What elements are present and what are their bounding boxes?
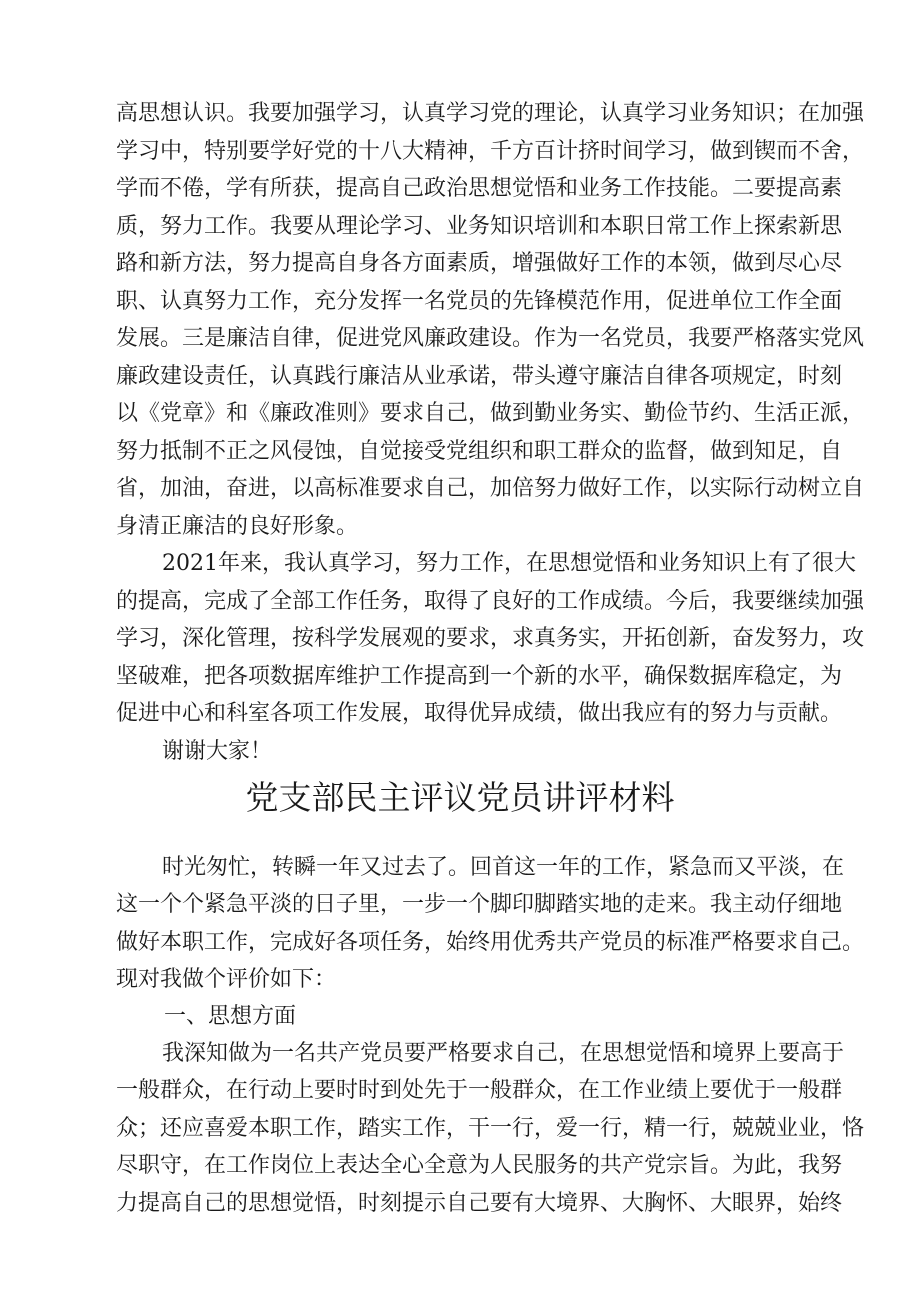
paragraph-line: 以《党章》和《廉政准则》要求自己，做到勤业务实、勤俭节约、生活正派， bbox=[116, 401, 865, 426]
paragraph-line: 努力抵制不正之风侵蚀，自觉接受党组织和职工群众的监督，做到知足，自 bbox=[116, 439, 843, 464]
paragraph-line: 发展。三是廉洁自律，促进党风廉政建设。作为一名党员，我要严格落实党风 bbox=[116, 326, 865, 351]
paragraph-line: 现对我做个评价如下： bbox=[116, 967, 337, 992]
paragraph-line: 廉政建设责任，认真践行廉洁从业承诺，带头遵守廉洁自律各项规定，时刻 bbox=[116, 364, 843, 389]
paragraph-line: 的提高，完成了全部工作任务，取得了良好的工作成绩。今后，我要继续加强 bbox=[116, 589, 865, 614]
paragraph-line: 质，努力工作。我要从理论学习、业务知识培训和本职日常工作上探索新思 bbox=[116, 214, 843, 239]
paragraph-line: 省，加油，奋进，以高标准要求自己，加倍努力做好工作，以实际行动树立自 bbox=[116, 476, 865, 501]
closing-line: 谢谢大家！ bbox=[162, 739, 273, 764]
paragraph-line: 我深知做为一名共产党员要严格要求自己，在思想觉悟和境界上要高于 bbox=[162, 1041, 845, 1066]
paragraph-line: 高思想认识。我要加强学习，认真学习党的理论，认真学习业务知识；在加强 bbox=[116, 101, 865, 126]
paragraph-line: 这一个个紧急平淡的日子里，一步一个脚印脚踏实地的走来。我主动仔细地 bbox=[116, 892, 843, 917]
paragraph-line: 2021年来，我认真学习，努力工作，在思想觉悟和业务知识上有了很大 bbox=[162, 551, 856, 576]
paragraph-line: 尽职守，在工作岗位上表达全心全意为人民服务的共产党宗旨。为此，我努 bbox=[116, 1153, 843, 1178]
paragraph-line: 身清正廉洁的良好形象。 bbox=[116, 514, 359, 539]
document-title: 党支部民主评议党员讲评材料 bbox=[245, 778, 675, 817]
paragraph-line: 做好本职工作，完成好各项任务，始终用优秀共产党员的标准严格要求自己。 bbox=[116, 930, 865, 955]
section-heading: 一、思想方面 bbox=[164, 1004, 297, 1029]
paragraph-line: 时光匆忙，转瞬一年又过去了。回首这一年的工作，紧急而又平淡，在 bbox=[162, 855, 845, 880]
paragraph-line: 职、认真努力工作，充分发挥一名党员的先锋模范作用，促进单位工作全面 bbox=[116, 289, 843, 314]
paragraph-line: 路和新方法，努力提高自身各方面素质，增强做好工作的本领，做到尽心尽 bbox=[116, 251, 843, 276]
paragraph-line: 促进中心和科室各项工作发展，取得优异成绩，做出我应有的努力与贡献。 bbox=[116, 701, 843, 726]
paragraph-line: 力提高自己的思想觉悟，时刻提示自己要有大境界、大胸怀、大眼界，始终 bbox=[116, 1191, 843, 1216]
paragraph-line: 众；还应喜爱本职工作，踏实工作，干一行，爱一行，精一行，兢兢业业，恪 bbox=[116, 1116, 865, 1141]
paragraph-line: 学习中，特别要学好党的十八大精神，千方百计挤时间学习，做到锲而不舍， bbox=[116, 139, 865, 164]
paragraph-line: 学而不倦，学有所获，提高自己政治思想觉悟和业务工作技能。二要提高素 bbox=[116, 176, 843, 201]
paragraph-line: 学习，深化管理，按科学发展观的要求，求真务实，开拓创新，奋发努力，攻 bbox=[116, 626, 865, 651]
paragraph-line: 坚破难，把各项数据库维护工作提高到一个新的水平，确保数据库稳定，为 bbox=[116, 664, 843, 689]
paragraph-line: 一般群众，在行动上要时时到处先于一般群众，在工作业绩上要优于一般群 bbox=[116, 1078, 843, 1103]
